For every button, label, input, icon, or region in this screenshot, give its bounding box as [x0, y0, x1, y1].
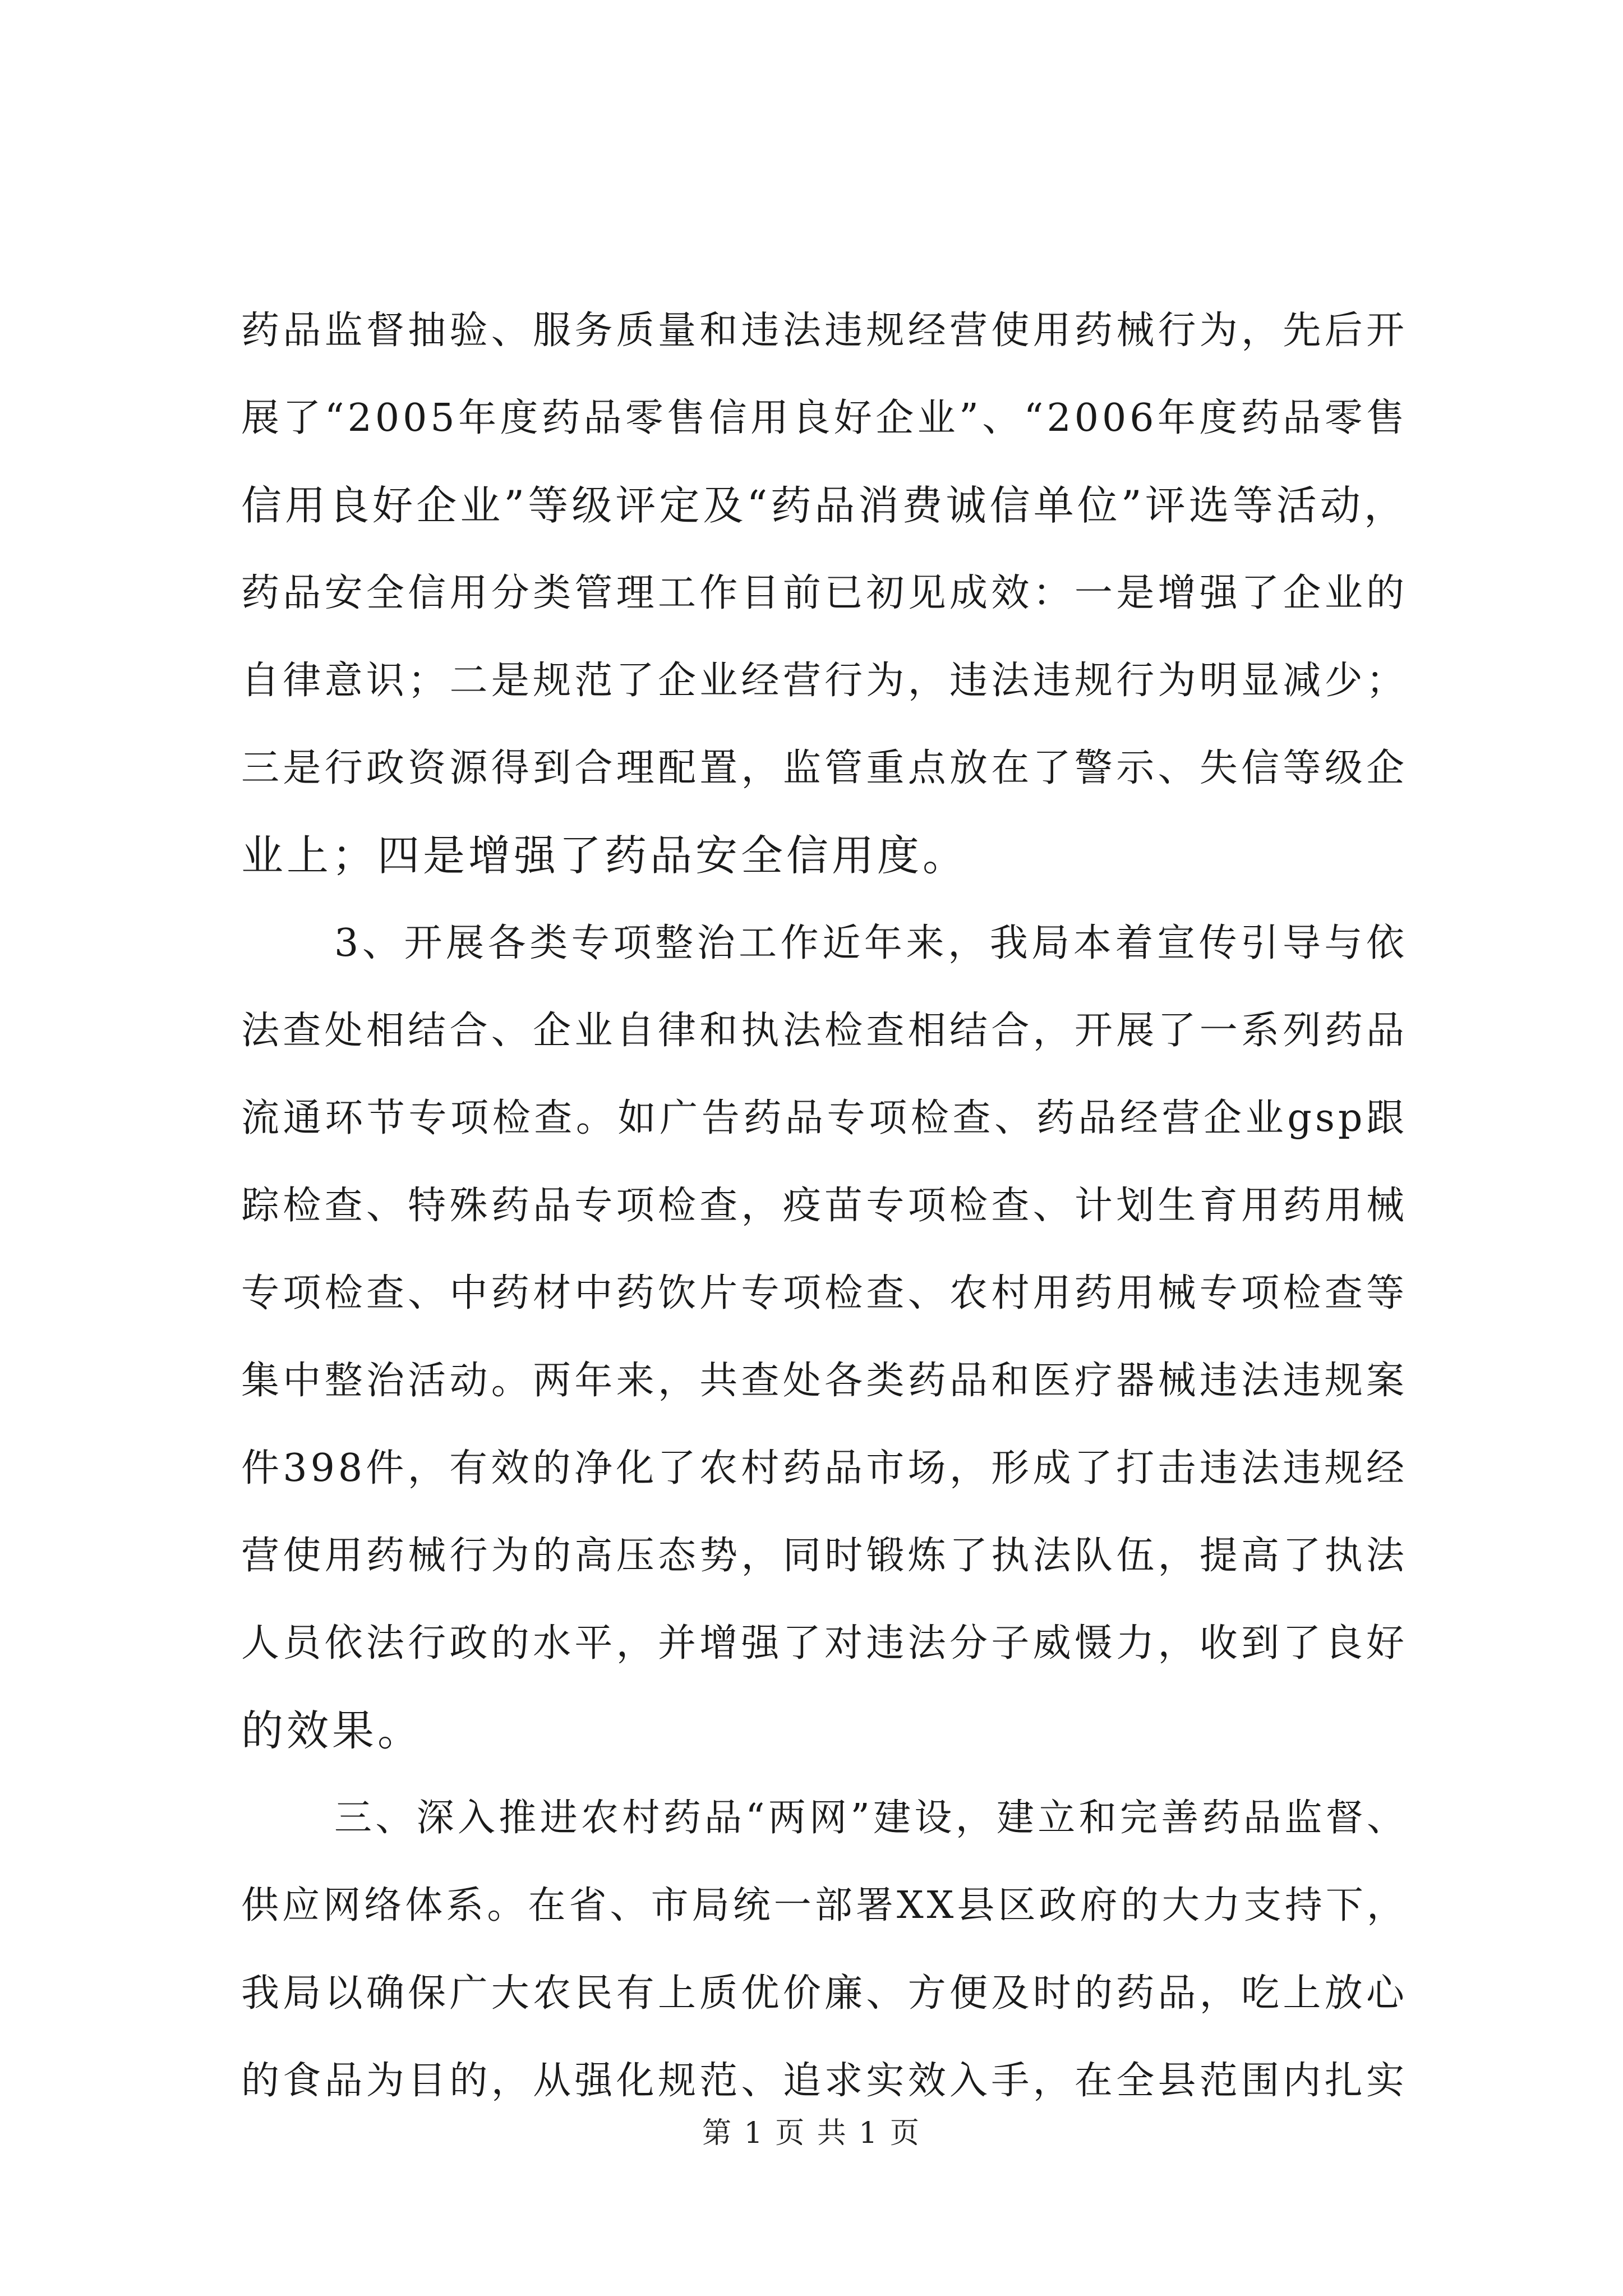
text-line-content: 人员依法行政的水平，并增强了对违法分子威慑力，收到了良好: [241, 1621, 1408, 1665]
text-line: [241, 633, 1408, 721]
text-line-content: 3、开展各类专项整治工作近年来，我局本着宣传引导与依: [334, 921, 1408, 965]
text-line-content: 专项检查、中药材中药饮片专项检查、农村用药用械专项检查等: [241, 1271, 1408, 1315]
text-line-content: 集中整治活动。两年来，共查处各类药品和医疗器械违法违规案: [241, 1358, 1408, 1403]
page-footer: 第 1 页 共 1 页: [702, 2116, 921, 2150]
body-text: [241, 283, 1408, 2121]
text-line-content: 展了“2005年度药品零售信用良好企业”、“2006年度药品零售: [241, 395, 1408, 440]
text-line: [241, 1858, 1408, 1946]
text-line: [241, 546, 1408, 633]
text-line: [241, 371, 1408, 458]
text-line: [241, 1333, 1408, 1421]
text-line-content: 药品安全信用分类管理工作目前已初见成效：一是增强了企业的: [241, 570, 1408, 615]
text-line-content: 我局以确保广大农民有上质优价廉、方便及时的药品，吃上放心: [241, 1971, 1408, 2016]
text-line-content: 流通环节专项检查。如广告药品专项检查、药品经营企业gsp跟: [241, 1096, 1408, 1140]
text-line: [241, 983, 1408, 1071]
text-line: [241, 2033, 1408, 2121]
text-line-content: 三是行政资源得到合理配置，监管重点放在了警示、失信等级企: [241, 746, 1408, 790]
text-line-content: 三、深入推进农村药品“两网”建设，建立和完善药品监督、: [334, 1796, 1408, 1839]
text-line-content: 的效果。: [241, 1705, 423, 1755]
text-line: [241, 1158, 1408, 1246]
text-line: [241, 1508, 1408, 1596]
text-line: [241, 283, 1408, 371]
text-line: [241, 1421, 1408, 1508]
text-line-content: 自律意识；二是规范了企业经营行为，违法违规行为明显减少；: [241, 658, 1408, 703]
text-line-content: 的食品为目的，从强化规范、追求实效入手，在全县范围内扎实: [241, 2058, 1408, 2103]
text-line: [241, 896, 1408, 983]
text-line: [241, 1946, 1408, 2033]
text-line: [241, 1596, 1408, 1683]
text-line: [241, 808, 1408, 896]
text-line-content: 供应网络体系。在省、市局统一部署XX县区政府的大力支持下，: [241, 1883, 1408, 1927]
text-line: [241, 1771, 1408, 1858]
text-line-content: 营使用药械行为的高压态势，同时锻炼了执法队伍，提高了执法: [241, 1533, 1408, 1578]
text-line: [241, 721, 1408, 808]
text-line: [241, 1246, 1408, 1333]
text-line: [241, 1683, 1408, 1771]
text-line-content: 法查处相结合、企业自律和执法检查相结合，开展了一系列药品: [241, 1008, 1408, 1053]
text-line-content: 件398件，有效的净化了农村药品市场，形成了打击违法违规经: [241, 1446, 1408, 1490]
text-line: [241, 1071, 1408, 1158]
text-line: [241, 458, 1408, 546]
text-line-content: 业上；四是增强了药品安全信用度。: [241, 830, 969, 880]
text-line-content: 药品监督抽验、服务质量和违法违规经营使用药械行为，先后开: [241, 308, 1408, 353]
text-line-content: 踪检查、特殊药品专项检查，疫苗专项检查、计划生育用药用械: [241, 1183, 1408, 1228]
text-line-content: 信用良好企业”等级评定及“药品消费诚信单位”评选等活动，: [241, 482, 1408, 529]
